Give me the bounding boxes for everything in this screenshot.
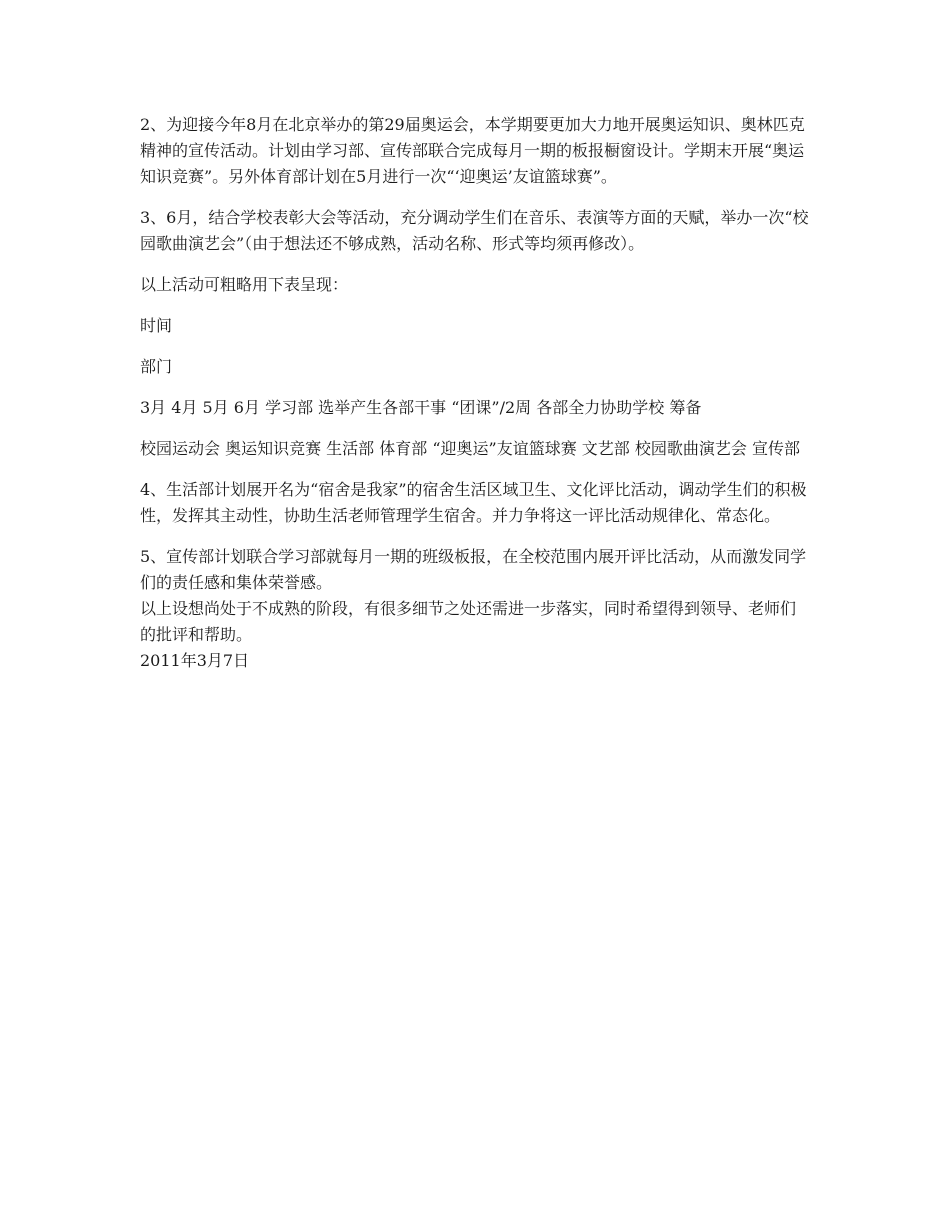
paragraph-publicity: 5、宣传部计划联合学习部就每月一期的班级板报，在全校范围内展开评比活动，从而激发同学们的责任感和集体荣誉感。	[140, 547, 807, 592]
paragraph-conclusion: 以上设想尚处于不成熟的阶段，有很多细节之处还需进一步落实，同时希望得到领导、老师们的批评和帮助。	[140, 599, 797, 644]
table-row-events: 校园运动会 奥运知识竞赛 生活部 体育部 “迎奥运”友谊篮球赛 文艺部 校园歌曲演艺会 宣传部	[140, 439, 800, 458]
paragraph-dormitory: 4、生活部计划展开名为“宿舍是我家”的宿舍生活区域卫生、文化评比活动，调动学生们的积极性，发挥其主动性，协助生活老师管理学生宿舍。并力争将这一评比活动规律化、常态化。	[140, 480, 807, 525]
document-date: 2011年3月7日	[140, 651, 250, 670]
table-label-department: 部门	[140, 357, 173, 376]
document-body	[140, 112, 810, 674]
paragraph-table-intro: 以上活动可粗略用下表呈现：	[140, 275, 349, 294]
table-label-time: 时间	[140, 316, 173, 335]
table-row-months: 3月 4月 5月 6月 学习部 选举产生各部干事 “团课”/2周 各部全力协助学校 筹备	[140, 398, 702, 417]
paragraph-june-event: 3、6月，结合学校表彰大会等活动，充分调动学生们在音乐、表演等方面的天赋，举办一次“校园歌曲演艺会”（由于想法还不够成熟，活动名称、形式等均须再修改）。	[140, 208, 809, 253]
paragraph-olympics: 2、为迎接今年8月在北京举办的第29届奥运会，本学期要更加大力地开展奥运知识、奥林匹克精神的宣传活动。计划由学习部、宣传部联合完成每月一期的板报橱窗设计。学期末开展“奥运知识竞赛”。另外体育部计划在5月进行一次“‘迎奥运’友谊篮球赛”。	[140, 115, 805, 186]
